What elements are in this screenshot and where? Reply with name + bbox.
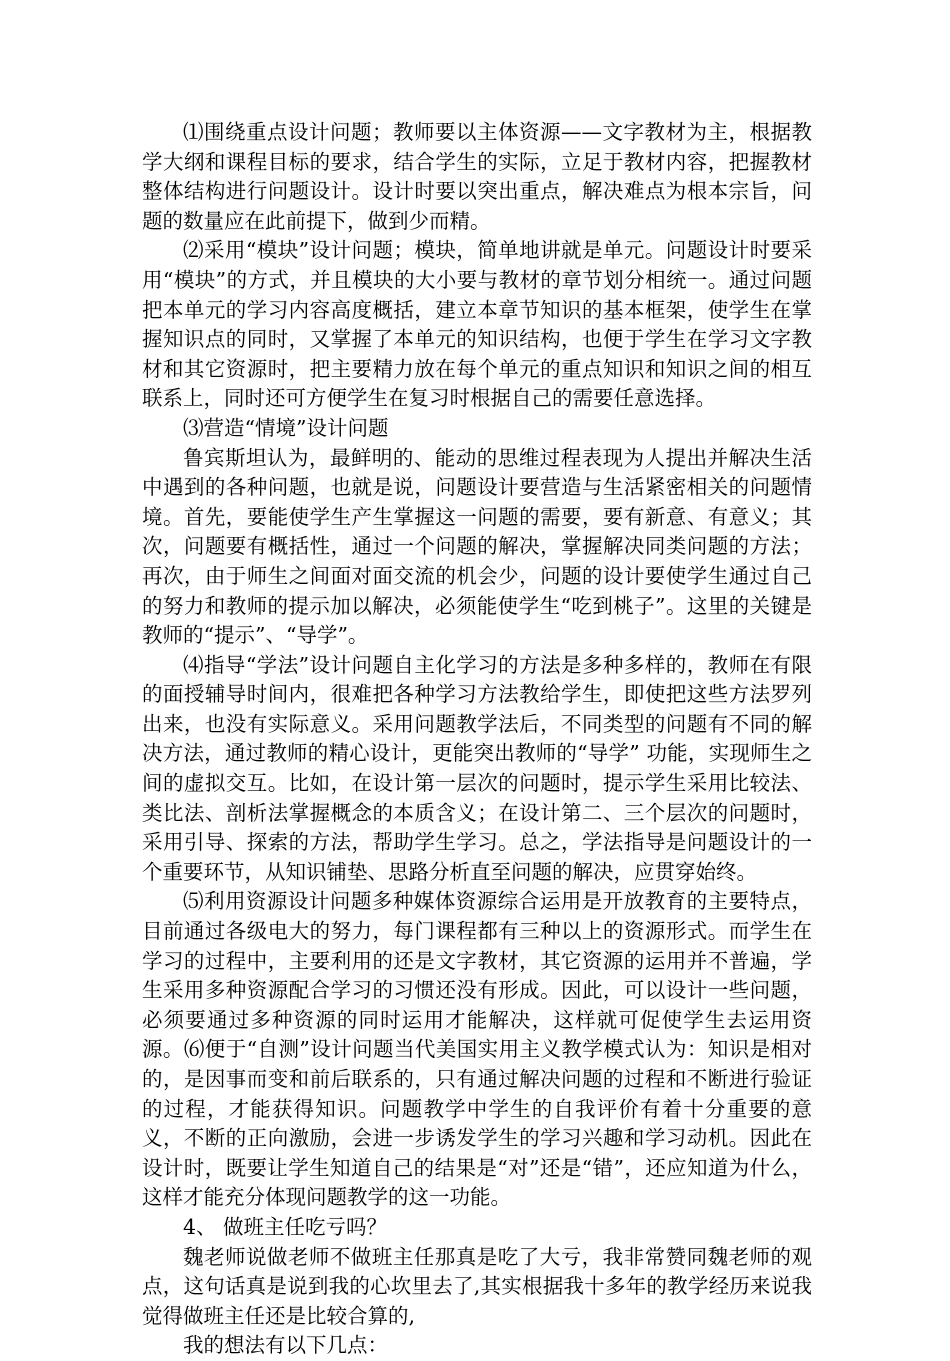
document-page (142, 118, 812, 1361)
paragraph-9-points-intro: 我的想法有以下几点： (183, 1333, 388, 1358)
paragraph-5-learning-method: ⑷指导“学法”设计问题自主化学习的方法是多种多样的，教师在有限的面授辅导时间内，很难把各种学习方法教给学生，即使把这些方法罗列出来，也没有实际意义。采用问题教学法后，不同类型的问题有不同的解决方法，通过教师的精心设计，更能突出教师的“导学” 功能，实现师生之间的虚拟交互。比如，在设计第一层次的问题时，提示学生采用比较法、类比法、剖析法掌握概念的本质含义；在设计第二、三个层次的问题时，采用引导、探索的方法，帮助学生学习。总之，学法指导是问题设计的一个重要环节，从知识铺垫、思路分析直至问题的解决，应贯穿始终。 (142, 652, 812, 884)
paragraph-6-resources-selftest: ⑸利用资源设计问题多种媒体资源综合运用是开放教育的主要特点，目前通过各级电大的努力，每门课程都有三种以上的资源形式。而学生在学习的过程中，主要利用的还是文字教材，其它资源的运用并不普遍，学生采用多种资源配合学习的习惯还没有形成。因此，可以设计一些问题，必须要通过多种资源的同时运用才能解决，这样就可促使学生去运用资源。⑹便于“自测”设计问题当代美国实用主义教学模式认为：知识是相对的，是因事而变和前后联系的，只有通过解决问题的过程和不断进行验证的过程，才能获得知识。问题教学中学生的自我评价有着十分重要的意义，不断的正向激励，会进一步诱发学生的学习兴趣和学习动机。因此在设计时，既要让学生知道自己的结果是“对”还是“错”，还应知道为什么，这样才能充分体现问题教学的这一功能。 (142, 889, 812, 1210)
paragraph-7-section-heading: 4、 做班主任吃亏吗？ (183, 1214, 388, 1239)
paragraph-2-module-design: ⑵采用“模块”设计问题；模块，简单地讲就是单元。问题设计时要采用“模块”的方式，并且模块的大小要与教材的章节划分相统一。通过问题把本单元的学习内容高度概括，建立本章节知识的基本框架，使学生在掌握知识点的同时，又掌握了本单元的知识结构，也便于学生在学习文字教材和其它资源时，把主要精力放在每个单元的重点知识和知识之间的相互联系上，同时还可方便学生在复习时根据自己的需要任意选择。 (142, 238, 812, 411)
paragraph-1-focus-design: ⑴围绕重点设计问题；教师要以主体资源——文字教材为主，根据教学大纲和课程目标的要求，结合学生的实际，立足于教材内容，把握教材整体结构进行问题设计。设计时要以突出重点，解决难点为根本宗旨，问题的数量应在此前提下，做到少而精。 (142, 120, 812, 233)
paragraph-8-head-teacher: 魏老师说做老师不做班主任那真是吃了大亏，我非常赞同魏老师的观点，这句话真是说到我的心坎里去了,其实根据我十多年的教学经历来说我觉得做班主任还是比较合算的, (142, 1244, 812, 1328)
paragraph-3-heading-situation: ⑶营造“情境”设计问题 (183, 415, 389, 440)
paragraph-4-rubinstein: 鲁宾斯坦认为，最鲜明的、能动的思维过程表现为人提出并解决生活中遇到的各种问题，也就是说，问题设计要营造与生活紧密相关的问题情境。首先，要能使学生产生掌握这一问题的需要，要有新意、有意义；其次，问题要有概括性，通过一个问题的解决，掌握解决同类问题的方法；再次，由于师生之间面对面交流的机会少，问题的设计要使学生通过自己的努力和教师的提示加以解决，必须能使学生“吃到桃子”。这里的关键是教师的“提示”、“导学”。 (142, 445, 812, 648)
